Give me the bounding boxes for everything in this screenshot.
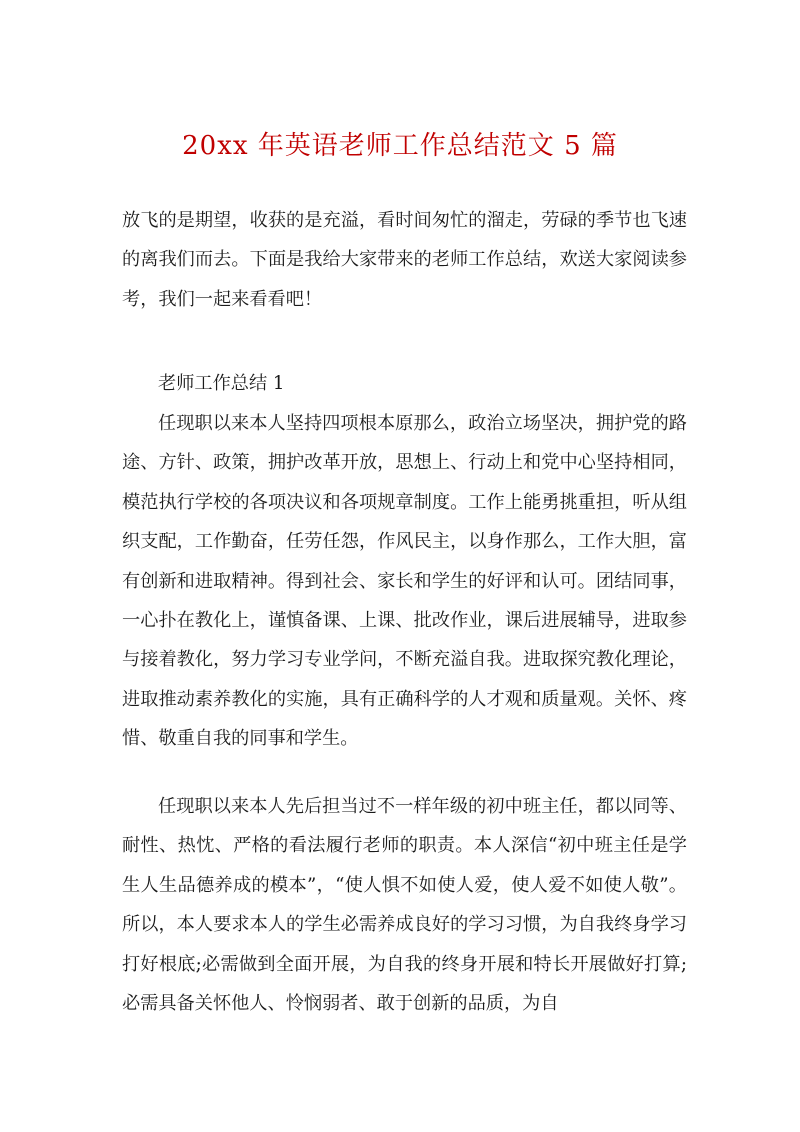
intro-paragraph: 放飞的是期望，收获的是充溢，看时间匆忙的溜走，劳碌的季节也飞速的离我们而去。下面是我给大家带来的老师工作总结，欢送大家阅读参考，我们一起来看看吧！ [122,210,687,310]
document-title: 20xx 年英语老师工作总结范文 5 篇 [182,131,618,161]
section-heading: 老师工作总结 1 [158,373,285,394]
body-paragraph-1: 任现职以来本人坚持四项根本原那么，政治立场坚决，拥护党的路途、方针、政策，拥护改革开放，思想上、行动上和党中心坚持相同，模范执行学校的各项决议和各项规章制度。工作上能勇挑重担，听从组织支配，工作勤奋，任劳任怨，作风民主，以身作那么，工作大胆，富有创新和进取精神。得到社会、家长和学生的好评和认可。团结同事，一心扑在教化上，谨慎备课、上课、批改作业，课后进展辅导，进取参与接着教化，努力学习专业学问，不断充溢自我。进取探究教化理论，进取推动素养教化的实施，具有正确科学的人才观和质量观。关怀、疼惜、敬重自我的同事和学生。 [122,413,687,750]
body-paragraph-2: 任现职以来本人先后担当过不一样年级的初中班主任，都以同等、耐性、热忱、严格的看法履行老师的职责。本人深信“初中班主任是学生人生品德养成的模本”，“使人惧不如使人爱，使人爱不如使人敬”。所以，本人要求本人的学生必需养成良好的学习习惯，为自我终身学习打好根底;必需做到全面开展，为自我的终身开展和特长开展做好打算;必需具备关怀他人、怜悯弱者、敢于创新的品质，为自 [122,796,687,1015]
